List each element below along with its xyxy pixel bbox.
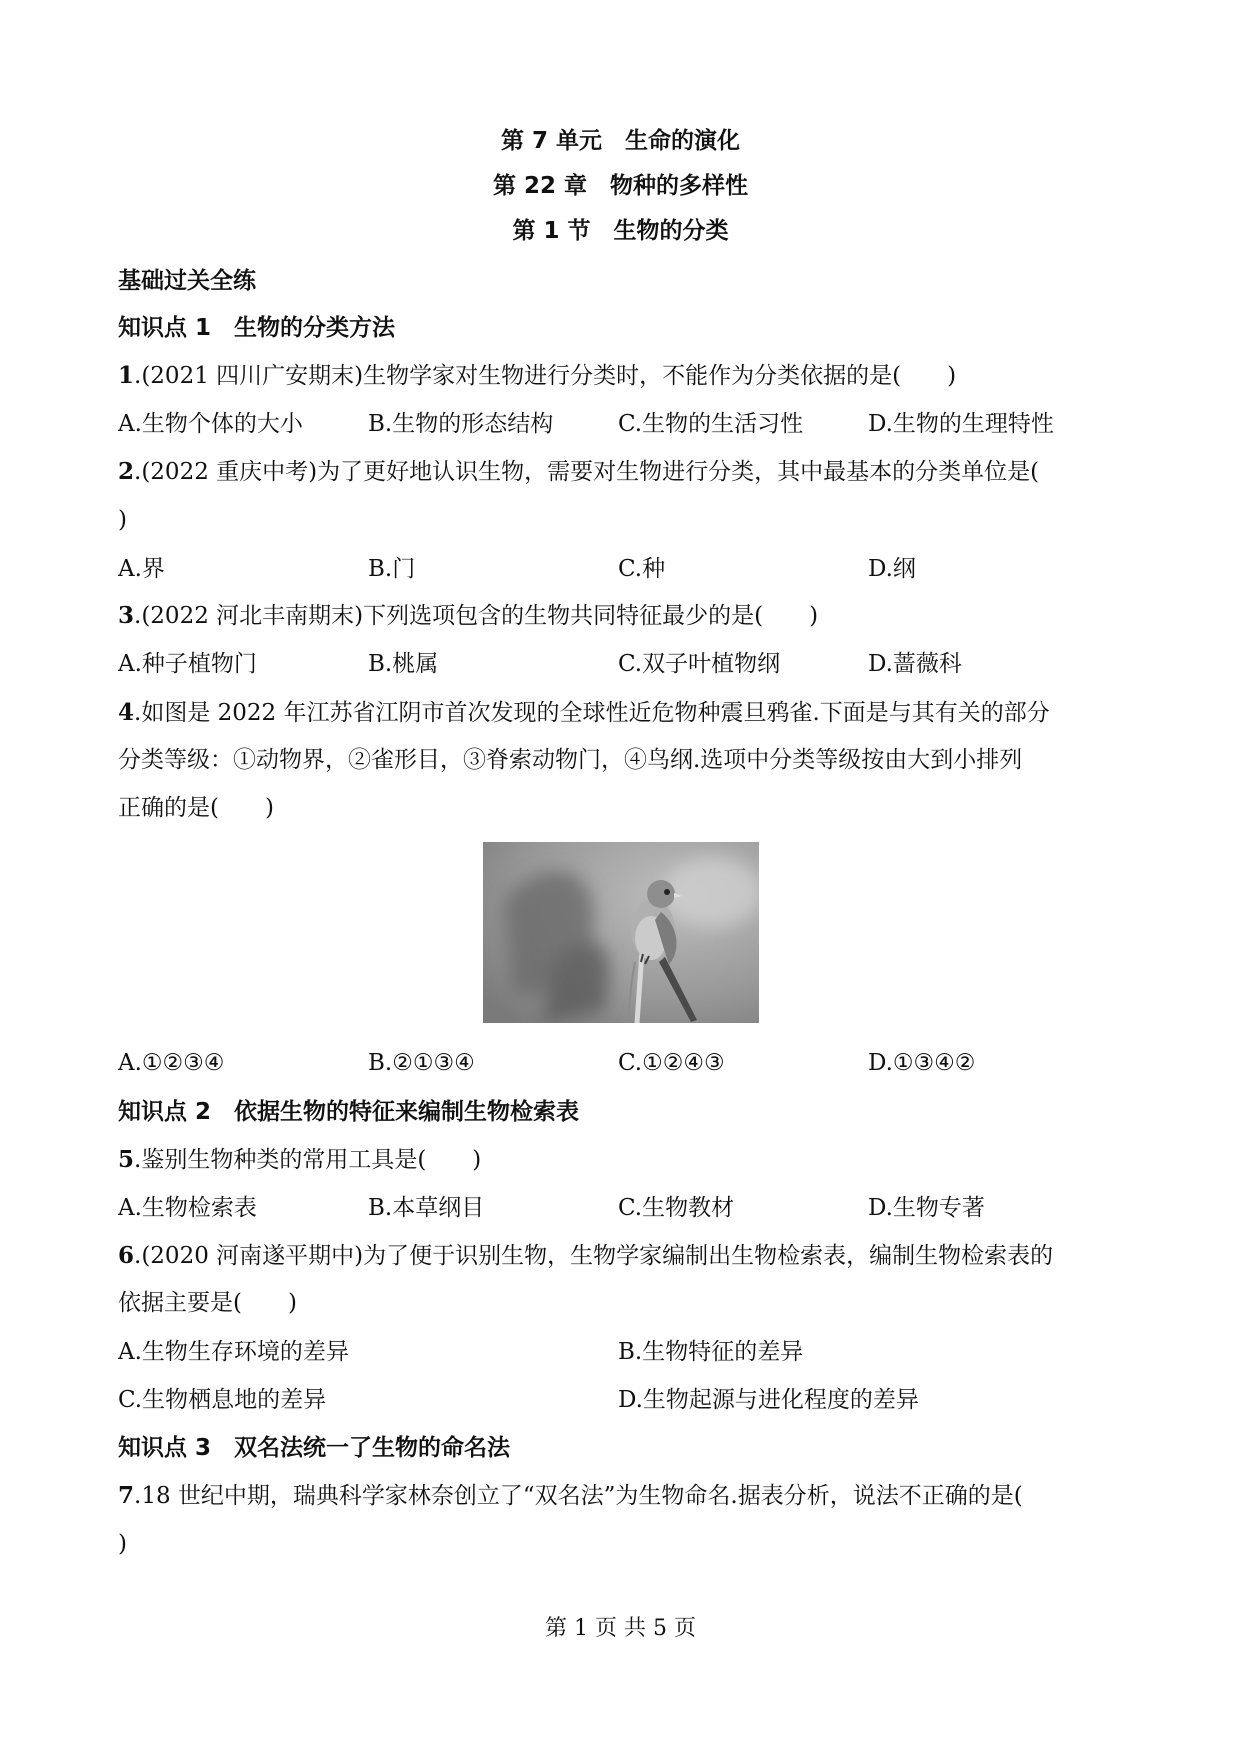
q1-option-b: B.生物的形态结构 <box>368 411 554 437</box>
q1-option-a: A.生物个体的大小 <box>118 411 303 437</box>
q4-option-d: D.①③④② <box>868 1050 976 1076</box>
question-6 <box>118 1241 1053 1271</box>
q3-option-d: D.蔷薇科 <box>868 651 962 677</box>
question-text: .如图是 2022 年江苏省江阴市首次发现的全球性近危物种震旦鸦雀.下面是与其有关的部分 <box>134 700 1050 726</box>
bird-photo <box>483 842 759 1023</box>
q5-option-b: B.本草纲目 <box>368 1195 485 1221</box>
q4-option-a: A.①②③④ <box>118 1050 225 1076</box>
question-4-line-3: 正确的是( ) <box>118 795 274 821</box>
q6-option-a: A.生物生存环境的差异 <box>118 1339 349 1365</box>
question-text: .18 世纪中期，瑞典科学家林奈创立了“双名法”为生物命名.据表分析，说法不正确的是( <box>134 1483 1023 1509</box>
knowledge-point-2: 知识点 2 依据生物的特征来编制生物检索表 <box>118 1099 580 1125</box>
question-text: .鉴别生物种类的常用工具是( ) <box>134 1147 482 1173</box>
question-number: 3 <box>118 602 135 629</box>
question-4-line-2: 分类等级：①动物界，②雀形目，③脊索动物门，④鸟纲.选项中分类等级按由大到小排列 <box>118 747 1023 773</box>
question-3 <box>118 601 818 631</box>
q3-option-c: C.双子叶植物纲 <box>618 651 781 677</box>
question-number: 5 <box>118 1146 135 1173</box>
knowledge-point-1: 知识点 1 生物的分类方法 <box>118 315 396 341</box>
section-label: 基础过关全练 <box>118 268 256 294</box>
section-title: 第 1 节 生物的分类 <box>512 218 729 244</box>
question-7 <box>118 1481 1023 1511</box>
question-5 <box>118 1145 481 1175</box>
q6-option-d: D.生物起源与进化程度的差异 <box>618 1387 919 1413</box>
q1-option-d: D.生物的生理特性 <box>868 411 1054 437</box>
q2-option-c: C.种 <box>618 556 666 582</box>
question-text: .(2021 四川广安期末)生物学家对生物进行分类时，不能作为分类依据的是( ) <box>134 363 957 389</box>
question-2-continuation: ) <box>118 507 127 533</box>
page-footer: 第 1 页 共 5 页 <box>545 1616 696 1641</box>
q2-option-a: A.界 <box>118 556 165 582</box>
question-number: 4 <box>118 699 135 726</box>
q5-option-a: A.生物检索表 <box>118 1195 257 1221</box>
question-text: .(2022 重庆中考)为了更好地认识生物，需要对生物进行分类，其中最基本的分类单位是( <box>134 459 1040 485</box>
question-number: 6 <box>118 1242 135 1269</box>
q6-option-b: B.生物特征的差异 <box>618 1339 804 1365</box>
q2-option-b: B.门 <box>368 556 416 582</box>
question-1 <box>118 361 956 391</box>
question-number: 2 <box>118 458 135 485</box>
question-6-line-2: 依据主要是( ) <box>118 1290 297 1316</box>
chapter-title: 第 22 章 物种的多样性 <box>492 173 749 199</box>
question-2 <box>118 457 1039 487</box>
q3-option-b: B.桃属 <box>368 651 439 677</box>
q4-option-b: B.②①③④ <box>368 1050 475 1076</box>
question-4 <box>118 698 1050 728</box>
question-7-continuation: ) <box>118 1531 127 1557</box>
q3-option-a: A.种子植物门 <box>118 651 257 677</box>
question-text: .(2020 河南遂平期中)为了便于识别生物，生物学家编制出生物检索表，编制生物检索表的 <box>134 1243 1054 1269</box>
question-number: 7 <box>118 1482 135 1509</box>
knowledge-point-3: 知识点 3 双名法统一了生物的命名法 <box>118 1435 511 1461</box>
q2-option-d: D.纲 <box>868 556 916 582</box>
question-number: 1 <box>118 362 135 389</box>
q4-option-c: C.①②④③ <box>618 1050 725 1076</box>
q5-option-c: C.生物教材 <box>618 1195 735 1221</box>
q6-option-c: C.生物栖息地的差异 <box>118 1387 327 1413</box>
q1-option-c: C.生物的生活习性 <box>618 411 804 437</box>
q5-option-d: D.生物专著 <box>868 1195 985 1221</box>
unit-title: 第 7 单元 生命的演化 <box>500 128 741 154</box>
question-text: .(2022 河北丰南期末)下列选项包含的生物共同特征最少的是( ) <box>134 603 819 629</box>
